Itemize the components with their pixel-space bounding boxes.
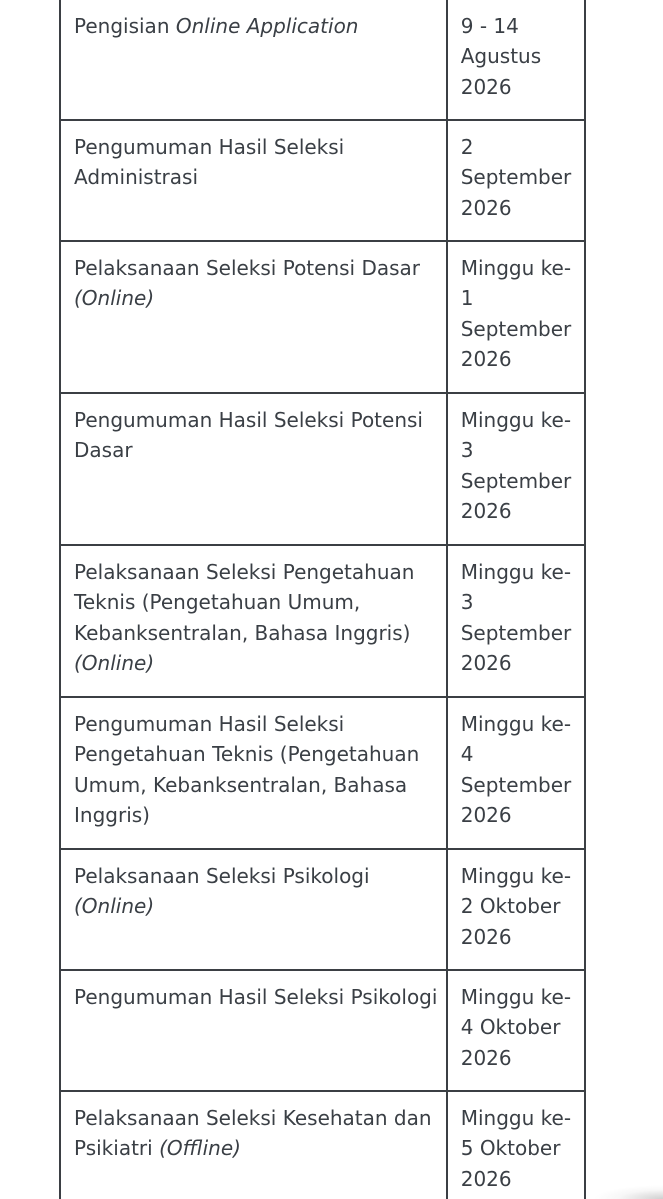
activity-emphasis: (Offline) <box>159 1136 241 1161</box>
activity-text: Pengisian <box>74 14 176 38</box>
corner-shadow <box>593 1185 663 1199</box>
date-cell: 9 - 14 Agustus 2026 <box>447 0 585 120</box>
activity-cell <box>60 1091 447 1199</box>
date-cell: Minggu ke-4 Oktober 2026 <box>447 970 585 1091</box>
activity-cell <box>60 697 447 849</box>
date-cell: Minggu ke-4 September 2026 <box>447 697 585 849</box>
activity-cell <box>60 0 447 120</box>
activity-cell <box>60 849 447 970</box>
activity-emphasis: (Online) <box>74 651 155 676</box>
date-cell: 2 September 2026 <box>447 120 585 241</box>
activity-text: Pelaksanaan Seleksi Pengetahuan Teknis (Pengetahuan Umum, Kebanksentralan, Bahasa Inggris) <box>74 560 415 645</box>
activity-cell <box>60 120 447 241</box>
activity-emphasis: (Online) <box>74 286 155 311</box>
activity-text: Pengumuman Hasil Seleksi Potensi Dasar <box>74 408 423 463</box>
schedule-table <box>59 0 586 1199</box>
date-cell: Minggu ke-1 September 2026 <box>447 241 585 393</box>
date-cell: Minggu ke-3 September 2026 <box>447 545 585 697</box>
table-row <box>60 545 585 697</box>
activity-cell <box>60 393 447 545</box>
table-row <box>60 120 585 241</box>
activity-emphasis: (Online) <box>74 894 155 919</box>
activity-cell <box>60 970 447 1091</box>
activity-cell <box>60 545 447 697</box>
activity-text: Pengumuman Hasil Seleksi Administrasi <box>74 135 345 190</box>
date-cell: Minggu ke-2 Oktober 2026 <box>447 849 585 970</box>
activity-emphasis: Online Application <box>175 14 359 38</box>
table-row <box>60 393 585 545</box>
date-cell: Minggu ke-5 Oktober 2026 <box>447 1091 585 1199</box>
table-row <box>60 1091 585 1199</box>
table-row <box>60 849 585 970</box>
schedule-table-body <box>60 0 585 1199</box>
activity-text: Pelaksanaan Seleksi Psikologi <box>74 864 370 888</box>
activity-text: Pengumuman Hasil Seleksi Psikologi <box>74 985 438 1009</box>
activity-text: Pengumuman Hasil Seleksi Pengetahuan Teknis (Pengetahuan Umum, Kebanksentralan, Bahasa Inggris) <box>74 712 420 828</box>
table-row <box>60 697 585 849</box>
table-row <box>60 241 585 393</box>
activity-text: Pelaksanaan Seleksi Potensi Dasar <box>74 256 421 280</box>
date-cell: Minggu ke-3 September 2026 <box>447 393 585 545</box>
table-row <box>60 970 585 1091</box>
table-row <box>60 0 585 120</box>
activity-text: Pelaksanaan Seleksi Kesehatan dan Psikiatri <box>74 1106 432 1161</box>
activity-cell <box>60 241 447 393</box>
